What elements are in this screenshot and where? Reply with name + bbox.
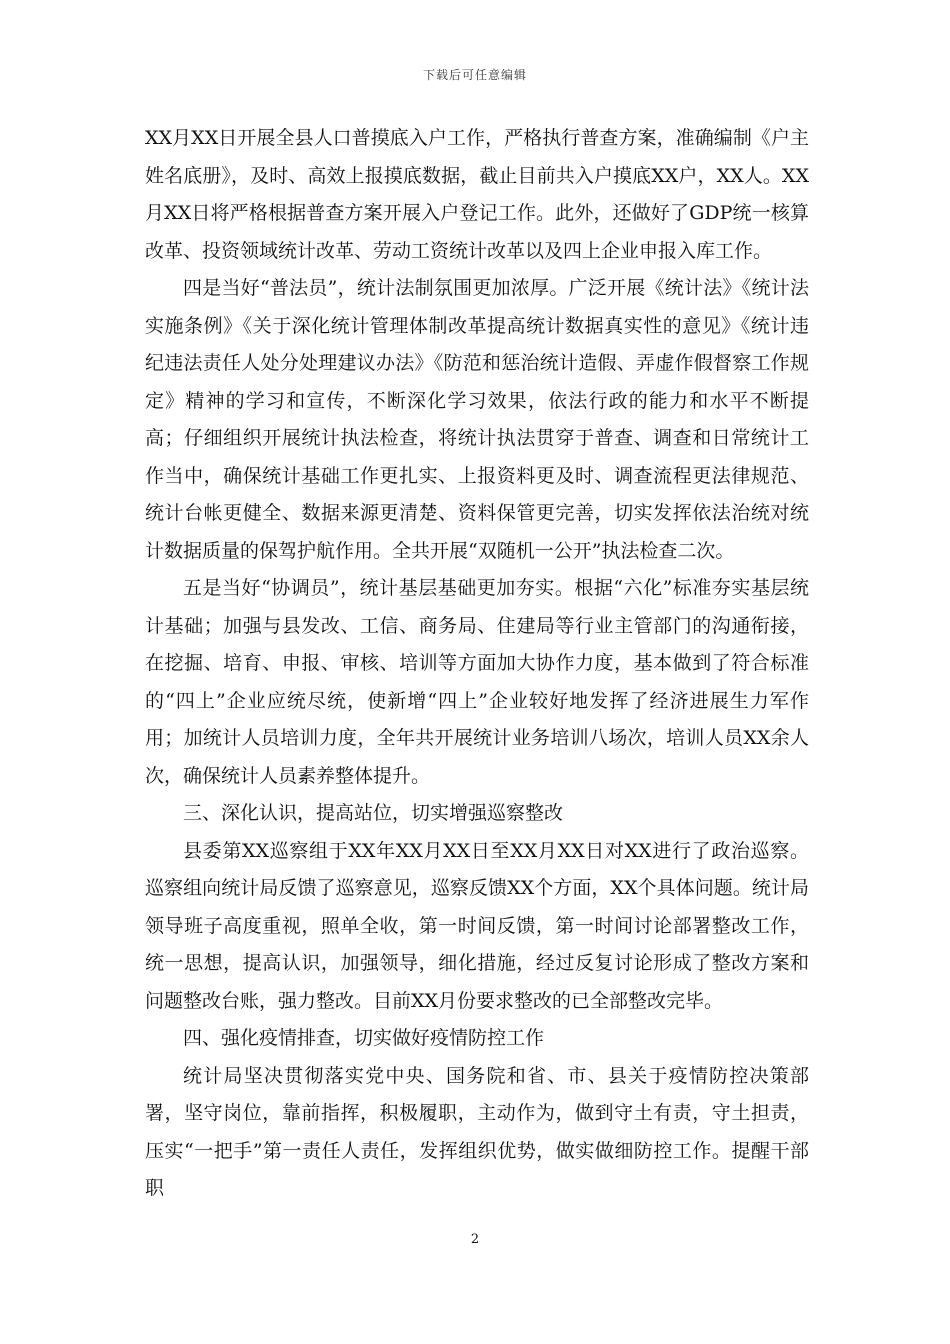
paragraph-inspection: 县委第XX巡察组于XX年XX月XX日至XX月XX日对XX进行了政治巡察。巡察组向统计局反馈了巡察意见，巡察反馈XX个方面，XX个具体问题。统计局领导班子高度重视，照单全收，第一时间反馈，第一时间讨论部署整改工作，统一思想，提高认识，加强领导，细化措施，经过反复讨论形成了整改方案和问题整改台账，强力整改。目前XX月份要求整改的已全部整改完毕。 xyxy=(145,839,809,1012)
page-number: 2 xyxy=(470,1232,480,1247)
paragraph-legal-promoter: 四是当好“普法员”，统计法制氛围更加浓厚。广泛开展《统计法》《统计法实施条例》《关于深化统计管理体制改革提高统计数据真实性的意见》《统计违纪违法责任人处分处理建议办法》《防范和惩治统计造假、弄虚作假督察工作规定》精神的学习和宣传，不断深化学习效果，依法行政的能力和水平不断提高；仔细组织开展统计执法检查，将统计执法贯穿于普查、调查和日常统计工作当中，确保统计基础工作更扎实、上报资料更及时、调查流程更法律规范、统计台帐更健全、数据来源更清楚、资料保管更完善，切实发挥依法治统对统计数据质量的保驾护航作用。全共开展“双随机一公开”执法检查二次。 xyxy=(145,277,809,562)
page-header: 下载后可任意编辑 xyxy=(422,68,527,82)
section-heading-epidemic: 四、强化疫情排查，切实做好疫情防控工作 xyxy=(183,1027,545,1049)
paragraph-coordinator: 五是当好“协调员”，统计基层基础更加夯实。根据“六化”标准夯实基层统计基础；加强与县发改、工信、商务局、住建局等行业主管部门的沟通衔接，在挖掘、培育、申报、审核、培训等方面加大协作力度，基本做到了符合标准的“四上”企业应统尽统，使新增“四上”企业较好地发挥了经济进展生力军作用；加统计人员培训力度，全年共开展统计业务培训八场次，培训人员XX余人次，确保统计人员素养整体提升。 xyxy=(145,577,809,787)
paragraph-epidemic: 统计局坚决贯彻落实党中央、国务院和省、市、县关于疫情防控决策部署，坚守岗位，靠前指挥，积极履职，主动作为，做到守土有责，守土担责，压实“一把手”第一责任人责任，发挥组织优势，做实做细防控工作。提醒干部职 xyxy=(145,1064,809,1199)
document-body xyxy=(145,120,809,1208)
section-heading-inspection: 三、深化认识，提高站位，切实增强巡察整改 xyxy=(183,802,564,824)
paragraph-census-continued: XX月XX日开展全县人口普摸底入户工作，严格执行普查方案，准确编制《户主姓名底册》，及时、高效上报摸底数据，截止目前共入户摸底XX户，XX人。XX月XX日将严格根据普查方案开展入户登记工作。此外，还做好了GDP统一核算改革、投资领域统计改革、劳动工资统计改革以及四上企业申报入库工作。 xyxy=(145,127,809,262)
